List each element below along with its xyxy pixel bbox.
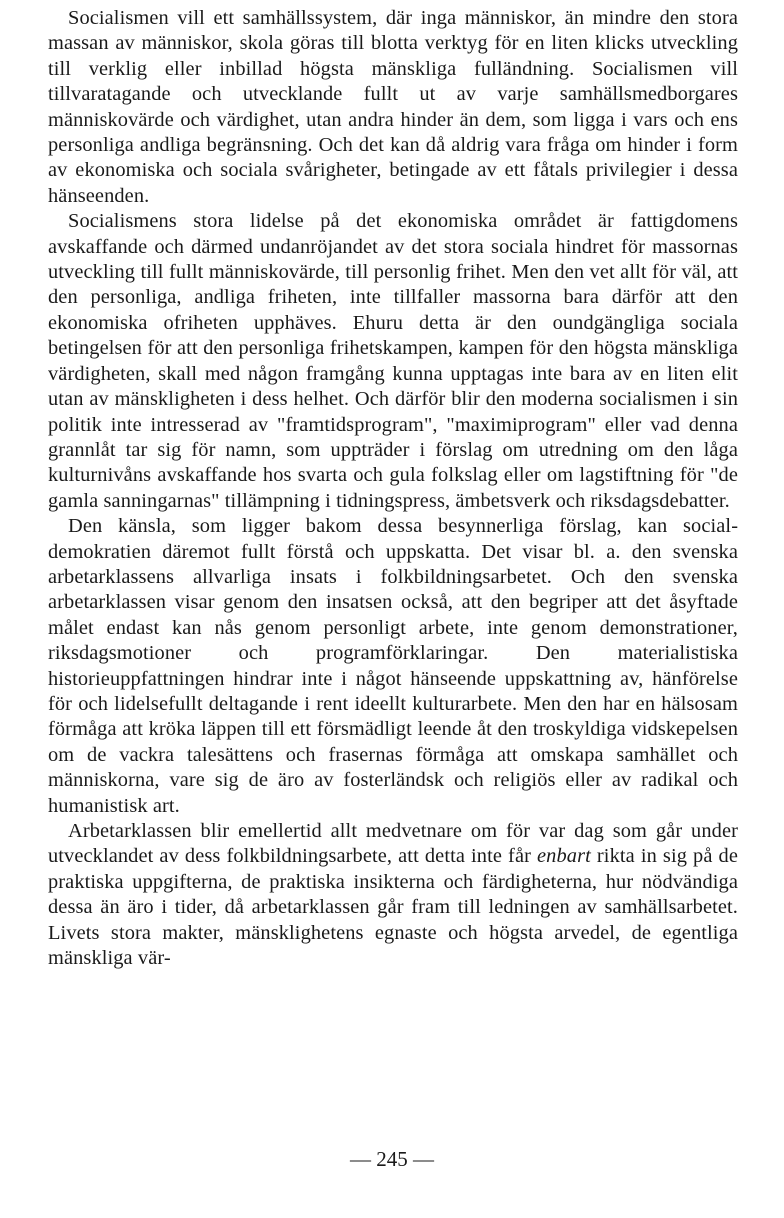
paragraph-3 [48,514,738,819]
paragraph-4-text-start: Arbetarklassen blir emellertid allt medvetnare om för var dag som går under utvecklandet av dess folkbildningsarbete, att detta inte får [48,820,738,868]
paragraph-3-text: Den känsla, som ligger bakom dessa besynnerliga förslag, kan socialdemokratien däremot fullt förstå och uppskatta. Det visar bl. a. den svenska arbetarklassens allvarliga insats i folkbildningsarbetet. Och den svenska arbetarklassen visar genom den insatsen också, att den begriper att det åsyftade målet endast kan nås genom personligt arbete, inte genom demonstrationer, riksdagsmotioner och programförklaringar. Den materialistiska historieuppfattningen hindrar inte i något hänseende uppskattning av, hänförelse för och lidelsefullt deltagande i rent ideellt kulturarbete. Men den har en hälsosam förmåga att kröka läppen till ett försmädligt leende åt den troskyldiga vidskepelsen om de vackra talesättens och frasernas förmåga att omskapa samhället och människorna, vare sig de äro av fosterländsk och religiös eller av radikal och humanistisk art. [48,515,738,817]
paragraph-1-text: Socialismen vill ett samhällssystem, där inga människor, än mindre den stora massan av människor, skola göras till blotta verktyg för en liten klicks utveckling till verklig eller inbillad högsta mänskliga fulländning. Socialismen vill tillvaratagande och utvecklande fullt ut av varje samhällsmedborgares människovärde och värdighet, utan andra hinder än dem, som ligga i vars och ens personliga andliga begränsning. Och det kan då aldrig vara fråga om hinder i form av ekonomiska och sociala svårigheter, betingade av ett fåtals privilegier i dessa hänseenden. [48,7,738,207]
paragraph-1 [48,6,738,209]
page-number: — 245 — [350,1147,434,1171]
paragraph-4-text-end: rikta in sig på de praktiska uppgifterna, de praktiska insikterna och färdigheterna, hur nödvändiga dessa än äro i tider, då arbetarklassen går fram till ledningen av samhällsarbetet. Livets stora makter, mänsklighetens egnaste och högsta arvedel, de egentliga mänskliga vär- [48,845,738,970]
paragraph-2-text: Socialismens stora lidelse på det ekonomiska området är fattigdomens avskaffande och därmed undanröjandet av det stora sociala hindret för massornas utveckling till fullt människovärde, till personlig frihet. Men den vet allt för väl, att den personliga, andliga friheten, inte tillfaller massorna bara därför att den ekonomiska ofriheten upphäves. Ehuru detta är den oundgängliga sociala betingelsen för att den personliga frihetskampen, kampen för den högsta mänskliga värdigheten, skall med någon framgång kunna upptagas inte bara av en liten elit utan av mänskligheten i dess helhet. Och därför blir den moderna socialismen i sin politik inte intresserad av "framtidsprogram", "maximiprogram" eller vad denna grannlåt tar sig för namn, som uppträder i förslag om utredning om den låga kulturnivåns avskaffande hos svarta och gula folkslag eller om lagstiftning för "de gamla sanningarnas" tillämpning i tidningspress, ämbetsverk och riksdagsdebatter. [48,210,738,512]
paragraph-4-emphasis: enbart [537,845,591,868]
paragraph-2 [48,209,738,514]
page-body [48,6,738,971]
paragraph-4 [48,819,738,971]
